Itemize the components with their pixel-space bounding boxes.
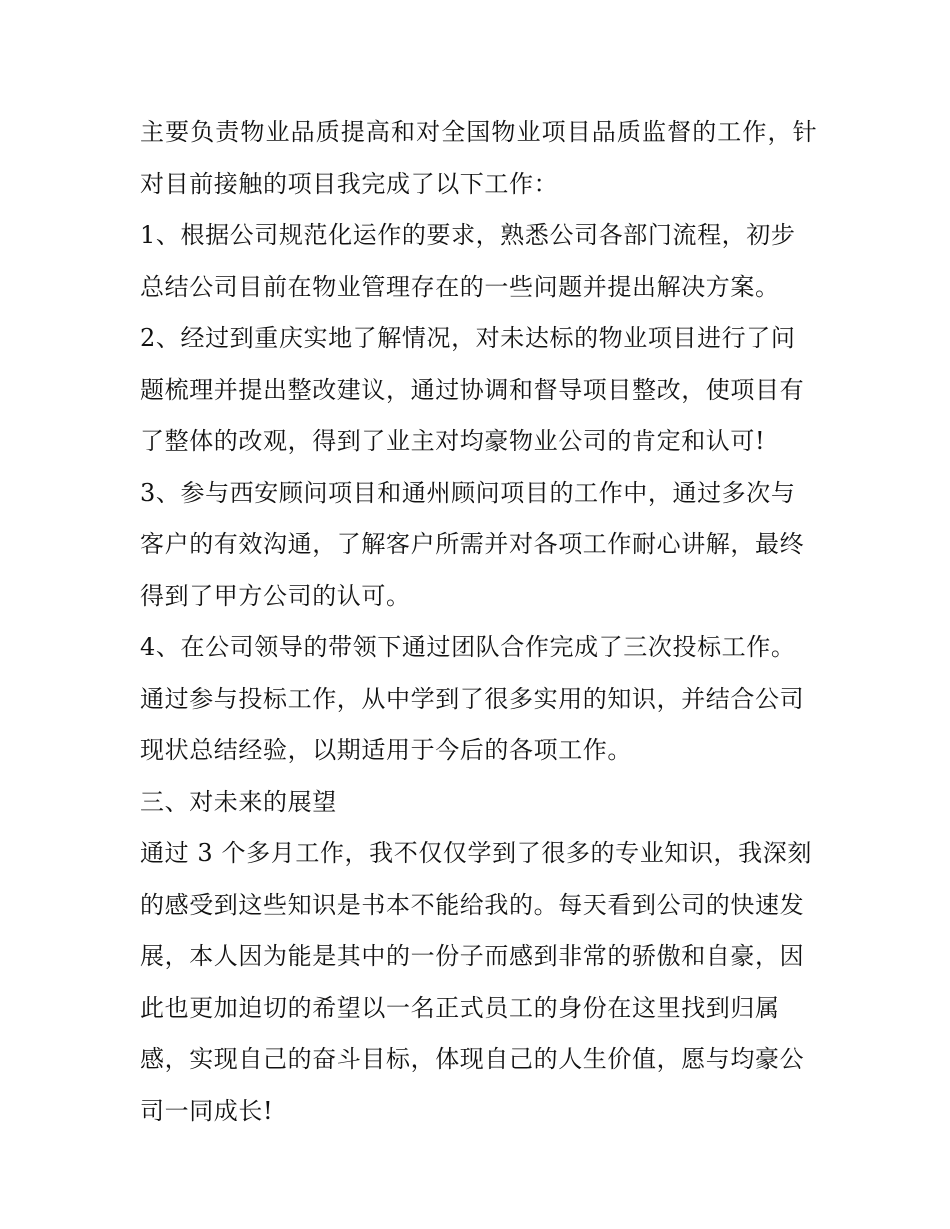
text-line: 题梳理并提出整改建议，通过协调和督导项目整改，使项目有 <box>140 375 805 404</box>
text-line: 得到了甲方公司的认可。 <box>140 581 411 610</box>
text-line: 感，实现自己的奋斗目标，体现自己的人生价值，愿与均豪公 <box>140 1045 805 1073</box>
text-line: 总结公司目前在物业管理存在的一些问题并提出解决方案。 <box>140 272 780 301</box>
text-line: 客户的有效沟通，了解客户所需并对各项工作耐心讲解，最终 <box>140 530 805 558</box>
text-line: 通过 3 个多月工作，我不仅仅学到了很多的专业知识，我深刻 <box>140 839 812 867</box>
document-body <box>140 107 820 1137</box>
text-line: 的感受到这些知识是书本不能给我的。每天看到公司的快速发 <box>140 890 805 919</box>
section-heading: 三、对未来的展望 <box>140 787 337 816</box>
text-line: 通过参与投标工作，从中学到了很多实用的知识，并结合公司 <box>140 684 805 713</box>
text-line: 主要负责物业品质提高和对全国物业项目品质监督的工作，针 <box>140 118 818 146</box>
text-line: 对目前接触的项目我完成了以下工作： <box>140 169 559 198</box>
list-item-4-line: 4、在公司领导的带领下通过团队合作完成了三次投标工作。 <box>140 633 796 661</box>
list-item-2-line: 2、经过到重庆实地了解情况，对未达标的物业项目进行了问 <box>140 324 796 352</box>
list-item-1-line: 1、根据公司规范化运作的要求，熟悉公司各部门流程，初步 <box>140 221 796 249</box>
list-item-3-line: 3、参与西安顾问项目和通州顾问项目的工作中，通过多次与 <box>140 478 796 507</box>
text-line: 了整体的改观，得到了业主对均豪物业公司的肯定和认可! <box>140 427 766 455</box>
text-line: 展，本人因为能是其中的一份子而感到非常的骄傲和自豪，因 <box>140 942 805 970</box>
text-line: 现状总结经验，以期适用于今后的各项工作。 <box>140 736 632 764</box>
text-line: 此也更加迫切的希望以一名正式员工的身份在这里找到归属 <box>140 993 780 1022</box>
text-line: 司一同成长! <box>140 1096 274 1125</box>
